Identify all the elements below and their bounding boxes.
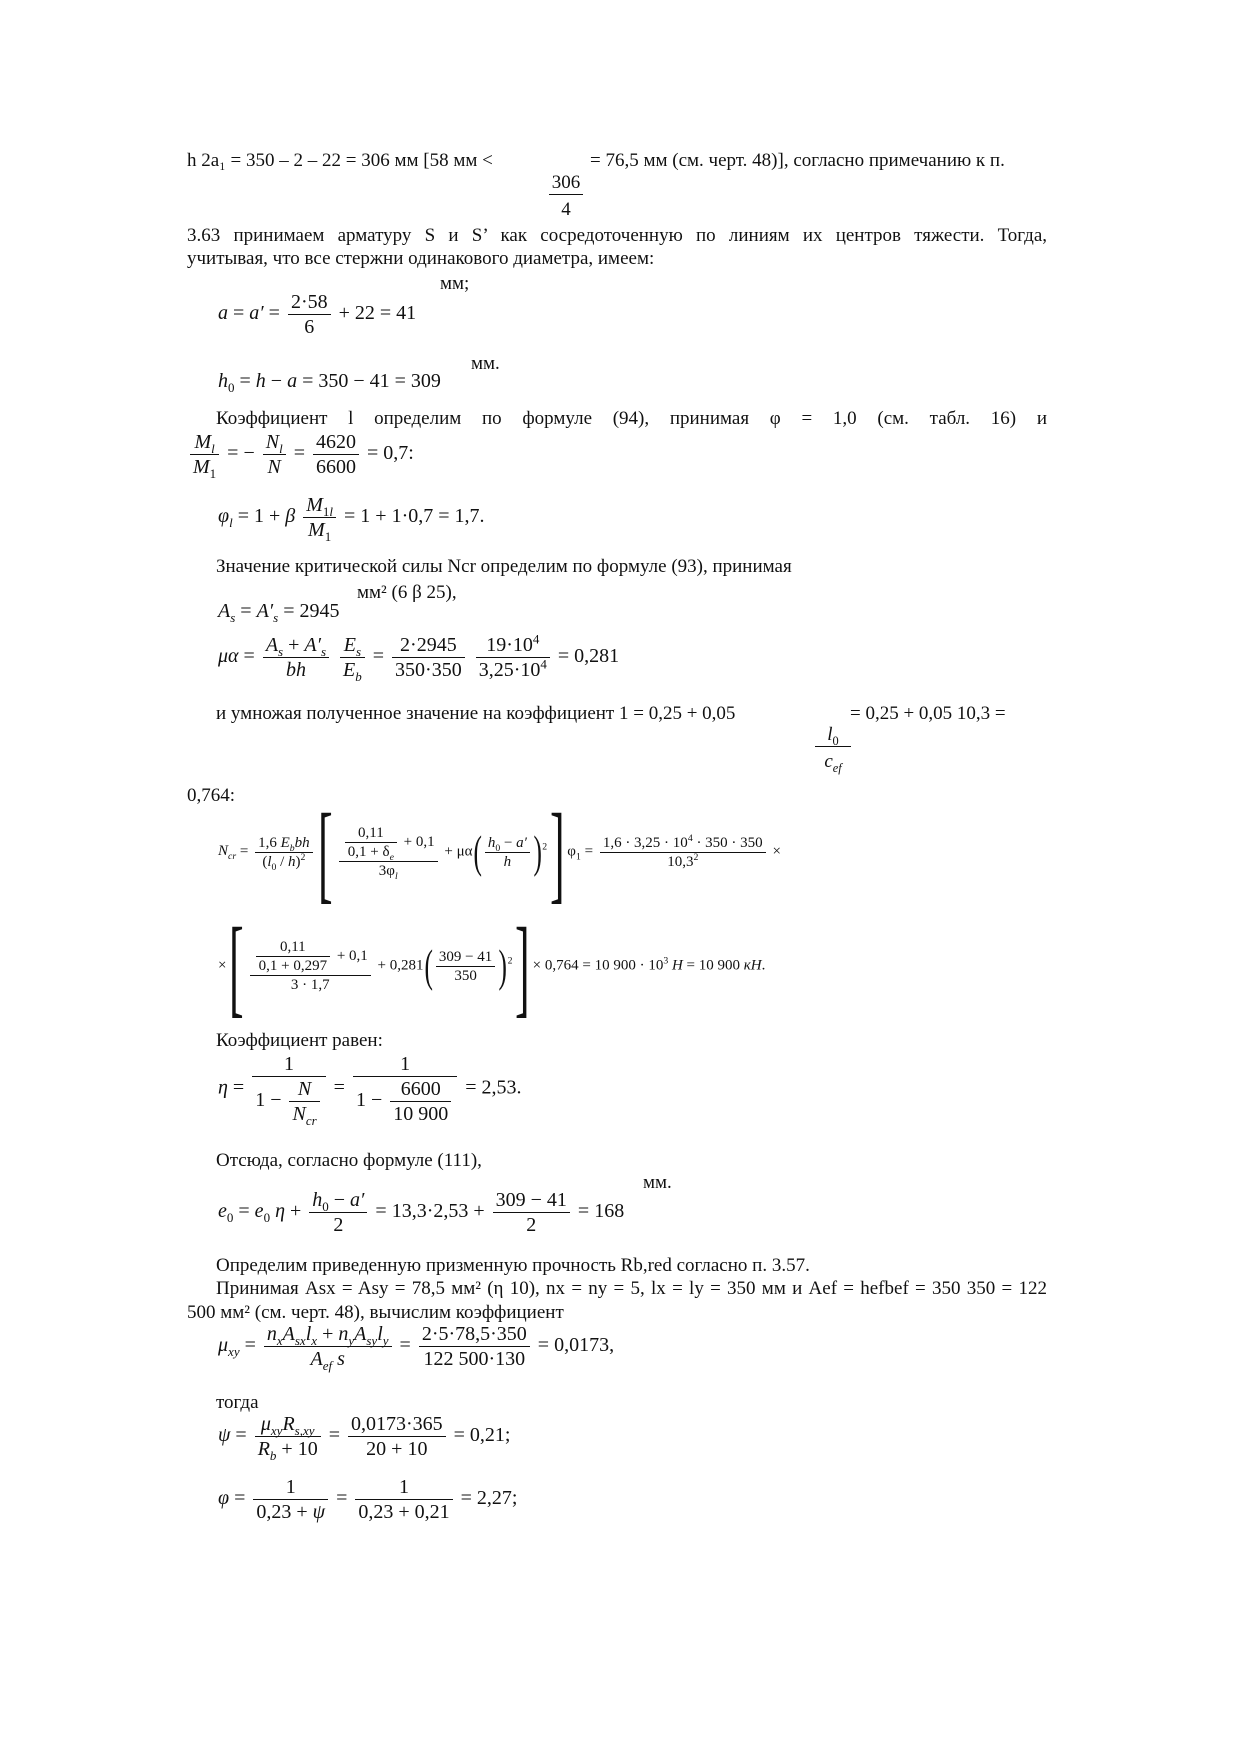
- text-line-13: тогда: [216, 1392, 259, 1413]
- equation-ncr-line-1: $N_{cr}$ = $\frac{1,6 E_bbh}{(l_0 / h)^2}$ [ $\frac{0,11}{0,1 + \delta_e}$ + 0,1 $3\varphi_l$ + μα( $\frac{h_0 - a'}{h}$ )$^2$ ] $\varphi_1$ = $\frac{1,6 \cdot 3,25 \cdot 10^4 \cdot 350 \cdot 350}{10,3^2}$ ×: [218, 791, 781, 913]
- equation-a: a = a′ = $\frac{2\cdot 58}{6}$ + 22 = 41: [218, 291, 417, 338]
- text-line-12: 500 мм² (см. черт. 48), вычислим коэффициент: [187, 1302, 564, 1323]
- inline-fraction-306-4: [549, 172, 583, 221]
- equation-as: $A_s = A'_s = 2945$: [218, 600, 340, 625]
- equation-psi: ψ = $\frac{\mu_{xy}R_{s,xy}}{R_b + 10}$ = $\frac{0,0173\cdot 365}{20 + 10}$ = 0,21;: [218, 1413, 511, 1463]
- text-line-8: Коэффициент равен:: [216, 1030, 383, 1051]
- text-p1-tail: = 76,5 мм (см. черт. 48)], согласно примечанию к п.: [590, 150, 1005, 171]
- text-line-2: 3.63 принимаем арматуру S и S’ как сосредоточенную по линиям их центров тяжести. Тогда,: [187, 225, 1047, 246]
- text-line-3: учитывая, что все стержни одинакового диаметра, имеем:: [187, 248, 655, 269]
- equation-mu-alpha: μα = $\frac{A_s + A'_s}{bh}$ $\frac{E_s}{E_b}$ = $\frac{2\cdot 2945}{350\cdot 350}$ $\frac{19\cdot 10^4}{3,25\cdot 10^4}$ = 0,281: [218, 631, 620, 684]
- fraction-denominator: $c_{ef}$: [824, 751, 842, 775]
- text-line-5: Значение критической силы Ncr определим по формуле (93), принимая: [216, 556, 792, 577]
- equation-phi: φ = $\frac{1}{0,23 + \psi}$ = $\frac{1}{0,23 + 0,21}$ = 2,27;: [218, 1476, 518, 1523]
- text-line-6-tail: = 0,25 + 0,05 10,3 =: [850, 703, 1006, 724]
- fraction-numerator: $l_0$: [815, 724, 851, 747]
- inline-fraction-l0-cef: [815, 724, 851, 773]
- text-line-9: Отсюда, согласно формуле (111),: [216, 1150, 482, 1171]
- equation-ncr-line-2: × [ $\frac{0,11}{0,1 + 0,297}$ + 0,1 3 · 1,7 + 0,281( $\frac{309 - 41}{350}$ )$^2$ ] × 0,764 = 10 $900 \cdot 10^3$ Н = 10 900 кН.: [218, 905, 766, 1027]
- equation-mu-xy: $\mu_{xy}$ = $\frac{n_xA_{sx}l_x + n_yA_{sy}l_y}{A_{ef} s}$ = $\frac{2\cdot 5\cdot 78,5\cdot 350}{122 500\cdot 130}$ = 0,0173,: [218, 1323, 615, 1373]
- text-line-1-tail: [590, 150, 1005, 172]
- equation-h0: $h_0 = h - a = 350 - 41 = 309$: [218, 370, 441, 395]
- equation-phi-l: $\varphi_l = 1 + \beta$ $\frac{M_{1l}}{M_1}$ = 1 + 1·0,7 = 1,7.: [218, 494, 485, 544]
- text-line-4: Коэффициент l определим по формуле (94), принимая φ = 1,0 (см. табл. 16) и: [216, 408, 1047, 429]
- fraction-numerator: 306: [549, 172, 583, 195]
- text-line-7: 0,764:: [187, 785, 236, 806]
- text-line-10: Определим приведенную призменную прочность Rb,red согласно п. 3.57.: [216, 1255, 810, 1276]
- equation-eta: η = 1 1 − $\frac{N}{N_{cr}}$ = 1 1 − $\frac{6600}{10 900}$ = 2,53.: [218, 1053, 522, 1128]
- unit-mm-1: мм;: [440, 273, 470, 294]
- unit-mm2: мм² (6 β 25),: [357, 582, 457, 603]
- text-line-11: Принимая Asx = Asy = 78,5 мм² (η 10), nx = ny = 5, lx = ly = 350 мм и Aef = hefbef = 350 350 = 122: [216, 1278, 1047, 1299]
- equation-e0: $e_0 = e_0$ η + $\frac{h_0 - a'}{2}$ = 13,3·2,53 + $\frac{309 - 41}{2}$ = 168: [218, 1189, 625, 1236]
- text-p1-head: h 2a₁ = 350 – 2 – 22 = 306 мм [58 мм <: [187, 150, 493, 171]
- equation-ml-m1: $\frac{M_l}{M_1}$ = − $\frac{N_l}{N}$ = $\frac{4620}{6600}$ = 0,7:: [187, 430, 414, 479]
- fraction-denominator: 4: [561, 199, 571, 220]
- text-line-1: [187, 150, 493, 172]
- text-line-6: и умножая полученное значение на коэффициент 1 = 0,25 + 0,05: [216, 703, 736, 724]
- unit-mm-3: мм.: [643, 1172, 672, 1193]
- unit-mm-2: мм.: [471, 353, 500, 374]
